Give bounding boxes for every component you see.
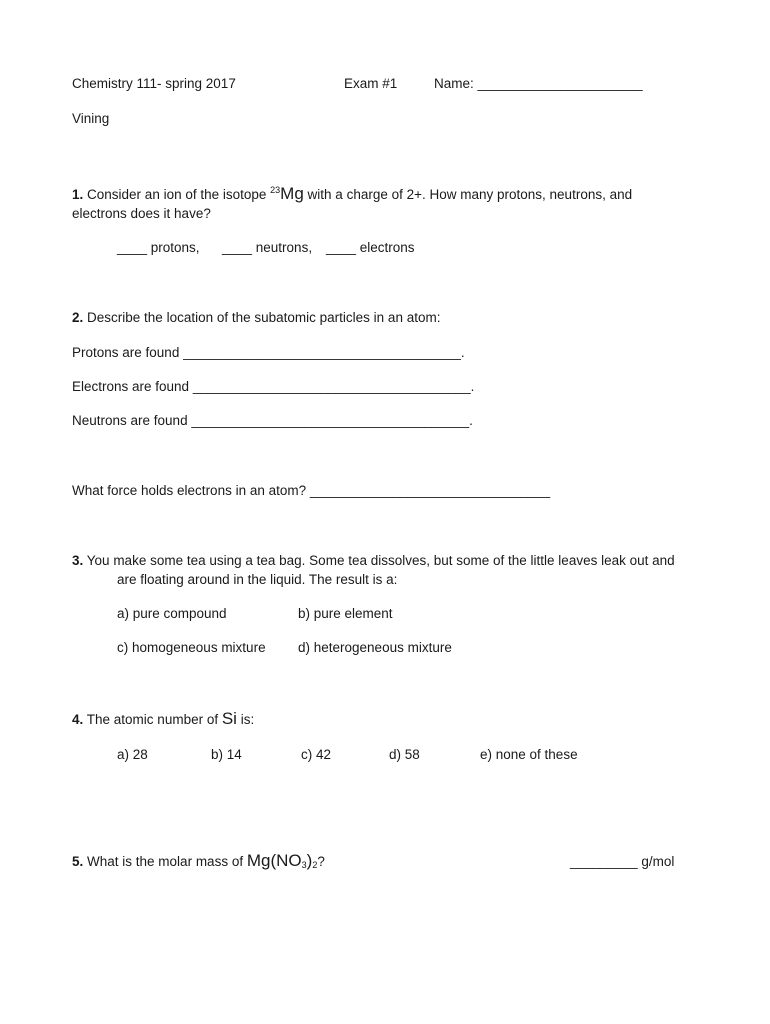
question-2-number: 2. (72, 310, 84, 325)
question-4-text-a: The atomic number of (86, 712, 222, 727)
option-4c: c) 42 (301, 747, 332, 762)
course-title: Chemistry 111- spring 2017 (72, 76, 236, 91)
question-1-line2: electrons does it have? (72, 206, 211, 221)
instructor-name: Vining (72, 111, 110, 126)
question-4-text-b: is: (236, 712, 255, 727)
question-3 (72, 552, 675, 570)
question-5-number: 5. (72, 854, 84, 869)
option-3d: d) heterogeneous mixture (298, 640, 452, 655)
question-4-number: 4. (72, 712, 84, 727)
protons-location: Protons are found _____________________________________. (72, 345, 465, 360)
option-4a: a) 28 (117, 747, 148, 762)
option-3a: a) pure compound (117, 606, 227, 621)
electrons-blank: ____ electrons (326, 240, 415, 255)
option-4d: d) 58 (389, 747, 420, 762)
isotope-symbol: Mg (280, 184, 304, 203)
question-5-text-a: What is the molar mass of (87, 854, 247, 869)
name-field: Name: ______________________ (434, 76, 643, 91)
formula-part-2: ) (306, 851, 313, 870)
question-4 (72, 710, 254, 729)
question-1-text-b: with a charge of 2+. How many protons, neutrons, and (303, 187, 633, 202)
question-3-line2: are floating around in the liquid. The result is a: (117, 572, 398, 587)
option-3c: c) homogeneous mixture (117, 640, 266, 655)
question-1-number: 1. (72, 187, 84, 202)
isotope-mass-number: 23 (270, 185, 281, 195)
molar-mass-answer: _________ g/mol (570, 854, 675, 869)
neutrons-blank: ____ neutrons, (222, 240, 313, 255)
question-5-text-b: ? (317, 854, 325, 869)
formula-subscript-1: 3 (301, 860, 307, 870)
electrons-location: Electrons are found _____________________________________. (72, 379, 475, 394)
neutrons-location: Neutrons are found _____________________________________. (72, 413, 473, 428)
protons-blank: ____ protons, (117, 240, 200, 255)
option-3b: b) pure element (298, 606, 393, 621)
question-1 (72, 181, 632, 204)
formula-part-1: Mg(NO (246, 851, 302, 870)
question-3-number: 3. (72, 553, 84, 568)
option-4b: b) 14 (211, 747, 242, 762)
force-question: What force holds electrons in an atom? ________________________________ (72, 483, 551, 498)
option-4e: e) none of these (480, 747, 578, 762)
question-2 (72, 309, 440, 327)
formula-subscript-2: 2 (312, 860, 318, 870)
question-5 (72, 852, 325, 874)
exam-title: Exam #1 (344, 76, 398, 91)
question-2-text: Describe the location of the subatomic particles in an atom: (87, 310, 441, 325)
element-symbol: Si (221, 709, 237, 728)
question-1-text-a: Consider an ion of the isotope (87, 187, 271, 202)
question-3-text: You make some tea using a tea bag. Some tea dissolves, but some of the little leaves leak out and (86, 553, 675, 568)
